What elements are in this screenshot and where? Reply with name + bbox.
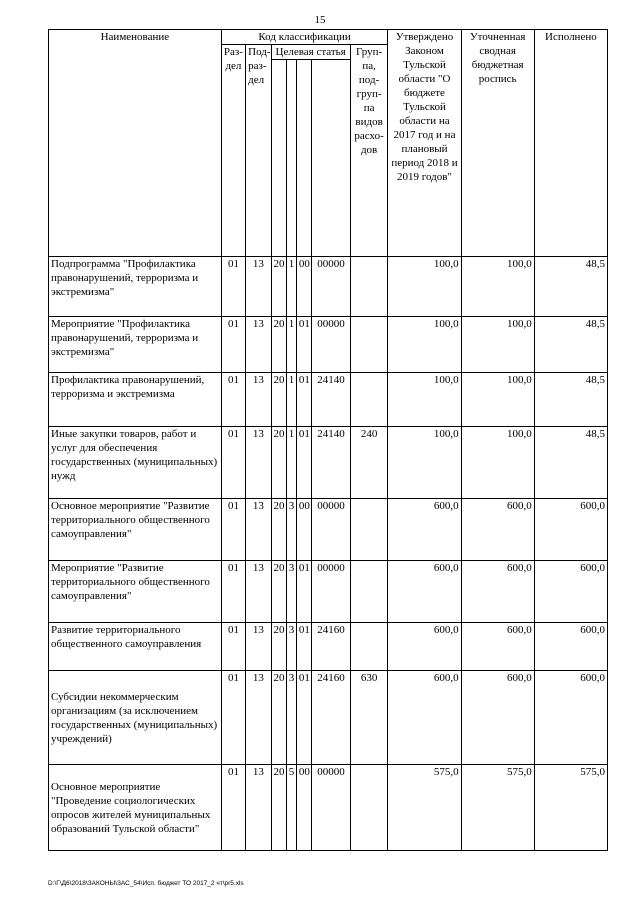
row-target-4: 24160 bbox=[312, 623, 351, 671]
row-expense-type bbox=[350, 317, 388, 373]
row-target-4: 24160 bbox=[312, 671, 351, 765]
header-refined: Уточненная сводная бюджетная роспись bbox=[461, 30, 534, 257]
row-approved: 575,0 bbox=[388, 765, 461, 851]
row-executed: 48,5 bbox=[534, 427, 607, 499]
row-approved: 600,0 bbox=[388, 671, 461, 765]
row-target-1: 20 bbox=[271, 623, 286, 671]
table-row bbox=[49, 623, 608, 671]
row-name: Иные закупки товаров, работ и услуг для обеспечения государственных (муниципальных) нужд bbox=[49, 427, 222, 499]
footer-file-path: D:\Г\Д6\2018\ЗАКОНЫ\ЗАС_54\Исп. бюджет ТО 2017_2 чт\pr5.xls bbox=[48, 880, 244, 887]
row-target-4: 00000 bbox=[312, 257, 351, 317]
row-expense-type bbox=[350, 499, 388, 561]
row-target-2: 1 bbox=[286, 257, 296, 317]
header-code-group: Код классификации bbox=[221, 30, 388, 45]
row-subsection: 13 bbox=[246, 623, 271, 671]
row-target-2: 3 bbox=[286, 623, 296, 671]
row-executed: 600,0 bbox=[534, 561, 607, 623]
row-section: 01 bbox=[221, 765, 245, 851]
row-name: Профилактика правонарушений, терроризма и экстремизма bbox=[49, 373, 222, 427]
table-row bbox=[49, 317, 608, 373]
header-section: Раз-дел bbox=[221, 45, 245, 257]
row-target-2: 1 bbox=[286, 427, 296, 499]
header-approved: Утверждено Законом Тульской области "О бюджете Тульской области на 2017 год и на плановый период 2018 и 2019 годов" bbox=[388, 30, 461, 257]
row-target-1: 20 bbox=[271, 373, 286, 427]
row-name: Основное мероприятие "Проведение социологических опросов жителей муниципальных образований Тульской области" bbox=[49, 765, 222, 851]
row-executed: 600,0 bbox=[534, 499, 607, 561]
header-executed: Исполнено bbox=[534, 30, 607, 257]
row-target-3: 01 bbox=[296, 561, 311, 623]
row-target-4: 24140 bbox=[312, 427, 351, 499]
row-target-3: 01 bbox=[296, 317, 311, 373]
row-target-4: 00000 bbox=[312, 765, 351, 851]
header-expense-type: Груп-па, под-груп-па видов расхо-дов bbox=[350, 45, 388, 257]
row-refined: 600,0 bbox=[461, 623, 534, 671]
row-section: 01 bbox=[221, 671, 245, 765]
row-target-4: 24140 bbox=[312, 373, 351, 427]
row-target-1: 20 bbox=[271, 427, 286, 499]
row-section: 01 bbox=[221, 373, 245, 427]
row-name: Подпрограмма "Профилактика правонарушений, терроризма и экстремизма" bbox=[49, 257, 222, 317]
row-name: Развитие территориального общественного самоуправления bbox=[49, 623, 222, 671]
row-target-4: 00000 bbox=[312, 499, 351, 561]
row-target-1: 20 bbox=[271, 257, 286, 317]
row-subsection: 13 bbox=[246, 427, 271, 499]
row-refined: 600,0 bbox=[461, 499, 534, 561]
row-approved: 600,0 bbox=[388, 623, 461, 671]
row-target-3: 00 bbox=[296, 765, 311, 851]
row-target-1: 20 bbox=[271, 765, 286, 851]
row-target-4: 00000 bbox=[312, 317, 351, 373]
row-target-1: 20 bbox=[271, 671, 286, 765]
row-subsection: 13 bbox=[246, 499, 271, 561]
row-section: 01 bbox=[221, 257, 245, 317]
row-expense-type bbox=[350, 561, 388, 623]
row-target-3: 01 bbox=[296, 373, 311, 427]
row-target-2: 3 bbox=[286, 561, 296, 623]
row-expense-type: 240 bbox=[350, 427, 388, 499]
table-row bbox=[49, 257, 608, 317]
table-row bbox=[49, 427, 608, 499]
row-subsection: 13 bbox=[246, 765, 271, 851]
row-name: Основное мероприятие "Развитие территориального общественного самоуправления" bbox=[49, 499, 222, 561]
row-target-3: 00 bbox=[296, 499, 311, 561]
row-target-3: 01 bbox=[296, 427, 311, 499]
row-subsection: 13 bbox=[246, 257, 271, 317]
row-expense-type bbox=[350, 257, 388, 317]
table-row bbox=[49, 373, 608, 427]
table-row bbox=[49, 499, 608, 561]
table-row bbox=[49, 671, 608, 765]
row-executed: 48,5 bbox=[534, 373, 607, 427]
row-name: Мероприятие "Развитие территориального общественного самоуправления" bbox=[49, 561, 222, 623]
row-target-1: 20 bbox=[271, 561, 286, 623]
table-row bbox=[49, 561, 608, 623]
row-approved: 100,0 bbox=[388, 373, 461, 427]
row-refined: 575,0 bbox=[461, 765, 534, 851]
row-target-2: 3 bbox=[286, 671, 296, 765]
row-executed: 600,0 bbox=[534, 623, 607, 671]
row-target-2: 1 bbox=[286, 317, 296, 373]
row-name: Мероприятие "Профилактика правонарушений, терроризма и экстремизма" bbox=[49, 317, 222, 373]
row-expense-type bbox=[350, 373, 388, 427]
row-refined: 600,0 bbox=[461, 561, 534, 623]
row-approved: 600,0 bbox=[388, 561, 461, 623]
row-section: 01 bbox=[221, 427, 245, 499]
row-executed: 600,0 bbox=[534, 671, 607, 765]
row-target-4: 00000 bbox=[312, 561, 351, 623]
header-name: Наименование bbox=[49, 30, 222, 257]
row-target-2: 5 bbox=[286, 765, 296, 851]
row-expense-type bbox=[350, 765, 388, 851]
row-target-1: 20 bbox=[271, 499, 286, 561]
row-refined: 100,0 bbox=[461, 257, 534, 317]
row-section: 01 bbox=[221, 561, 245, 623]
row-expense-type bbox=[350, 623, 388, 671]
row-executed: 48,5 bbox=[534, 317, 607, 373]
row-approved: 100,0 bbox=[388, 317, 461, 373]
row-target-2: 3 bbox=[286, 499, 296, 561]
row-approved: 600,0 bbox=[388, 499, 461, 561]
row-target-1: 20 bbox=[271, 317, 286, 373]
row-refined: 100,0 bbox=[461, 373, 534, 427]
row-executed: 48,5 bbox=[534, 257, 607, 317]
row-executed: 575,0 bbox=[534, 765, 607, 851]
budget-table bbox=[48, 29, 608, 851]
row-refined: 600,0 bbox=[461, 671, 534, 765]
row-target-3: 00 bbox=[296, 257, 311, 317]
row-approved: 100,0 bbox=[388, 257, 461, 317]
row-subsection: 13 bbox=[246, 561, 271, 623]
row-refined: 100,0 bbox=[461, 317, 534, 373]
row-section: 01 bbox=[221, 623, 245, 671]
row-subsection: 13 bbox=[246, 671, 271, 765]
row-subsection: 13 bbox=[246, 373, 271, 427]
row-expense-type: 630 bbox=[350, 671, 388, 765]
page-number: 15 bbox=[314, 14, 326, 26]
table-row bbox=[49, 765, 608, 851]
row-section: 01 bbox=[221, 499, 245, 561]
row-refined: 100,0 bbox=[461, 427, 534, 499]
row-subsection: 13 bbox=[246, 317, 271, 373]
row-target-2: 1 bbox=[286, 373, 296, 427]
row-target-3: 01 bbox=[296, 623, 311, 671]
row-name: Субсидии некоммерческим организациям (за исключением государственных (муниципальных) учреждений) bbox=[49, 671, 222, 765]
row-target-3: 01 bbox=[296, 671, 311, 765]
header-target: Целевая статья bbox=[271, 45, 350, 60]
row-approved: 100,0 bbox=[388, 427, 461, 499]
header-subsection: Под-раз-дел bbox=[246, 45, 271, 257]
row-section: 01 bbox=[221, 317, 245, 373]
